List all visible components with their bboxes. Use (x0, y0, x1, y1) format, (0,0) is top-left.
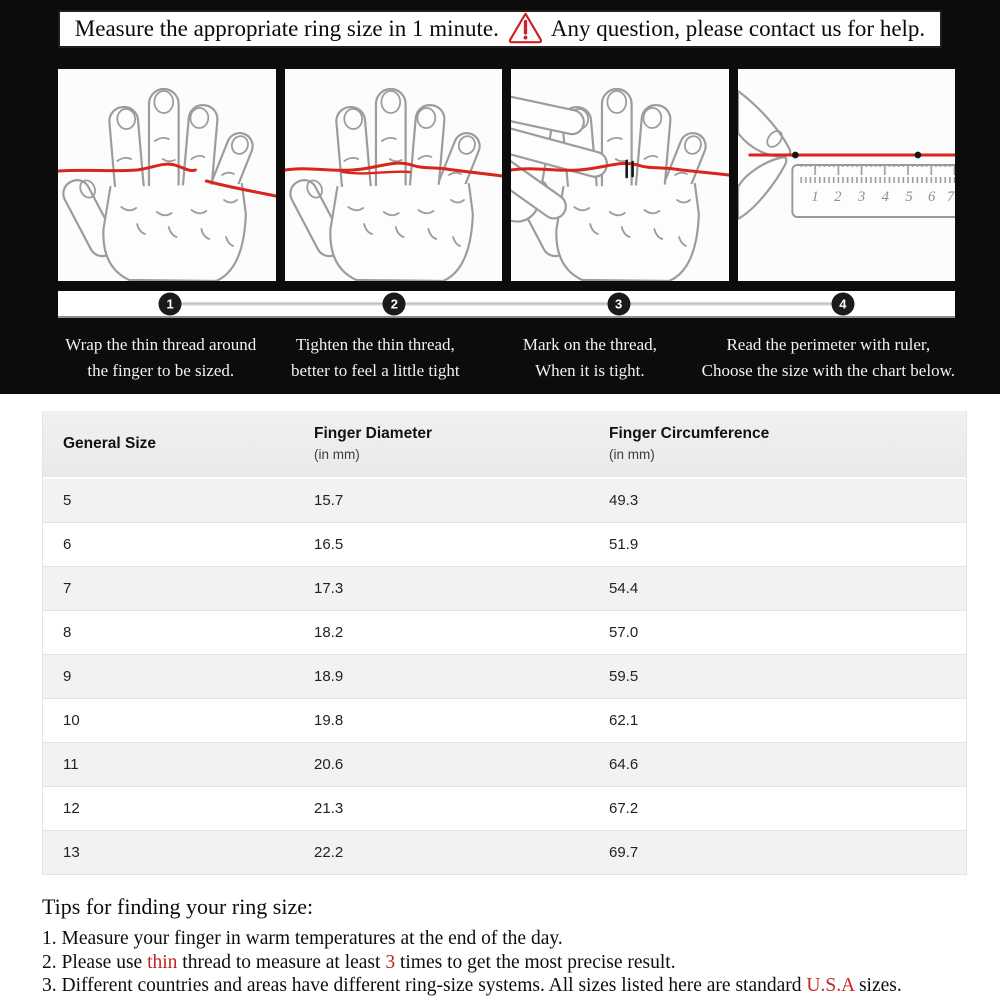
svg-text:3: 3 (857, 188, 865, 206)
svg-text:2: 2 (833, 188, 842, 206)
banner-text-right: Any question, please contact us for help. (550, 16, 926, 41)
tips-title: Tips for finding your ring size: (42, 894, 314, 919)
cell-size: 6 (63, 536, 72, 553)
table-body (43, 479, 966, 875)
svg-text:7: 7 (946, 188, 954, 206)
table-row (43, 523, 966, 567)
tips-section (0, 875, 1000, 998)
cell-diameter: 18.9 (314, 668, 344, 685)
svg-text:6: 6 (927, 188, 935, 206)
ruler-measure-icon (738, 69, 956, 281)
step1-illustration (58, 69, 276, 281)
cell-circumference: 64.6 (609, 756, 639, 773)
cell-size: 12 (63, 800, 80, 817)
cell-circumference: 69.7 (609, 844, 639, 861)
hand-mark-thread-icon (511, 69, 729, 281)
cell-diameter: 20.6 (314, 756, 344, 773)
cell-circumference: 51.9 (609, 536, 639, 553)
step-captions (58, 332, 955, 384)
step-progress-bar (58, 291, 955, 318)
step-number-3: 3 (607, 292, 630, 315)
cell-circumference: 49.3 (609, 492, 639, 509)
header-general-size: General Size (63, 435, 157, 452)
svg-text:5: 5 (904, 188, 913, 206)
tip-3: 3. Different countries and areas have different ring-size systems. All sizes listed here are standard U.S.A sizes. (42, 975, 902, 996)
table-row (43, 787, 966, 831)
table-row (43, 655, 966, 699)
header-circumference-unit: (in mm) (609, 447, 655, 462)
table-header (43, 411, 966, 477)
cell-size: 5 (63, 492, 72, 509)
cell-diameter: 16.5 (314, 536, 344, 553)
ring-size-table (42, 411, 967, 875)
table-row (43, 567, 966, 611)
step-caption-1: Wrap the thin thread around the finger to be sized. (65, 335, 257, 380)
banner-text-left: Measure the appropriate ring size in 1 minute. (74, 16, 499, 41)
tip-2: 2. Please use thin thread to measure at least 3 times to get the most precise result. (42, 951, 676, 973)
step-number-4: 4 (831, 292, 854, 315)
cell-circumference: 67.2 (609, 800, 639, 817)
step2-illustration (285, 69, 503, 281)
cell-size: 8 (63, 624, 72, 641)
step-caption-3: Mark on the thread, When it is tight. (522, 335, 657, 380)
svg-text:4: 4 (881, 188, 889, 206)
cell-diameter: 19.8 (314, 712, 344, 729)
table-row (43, 479, 966, 523)
cell-diameter: 17.3 (314, 580, 344, 597)
warning-icon (507, 11, 544, 44)
step-number-2: 2 (383, 292, 406, 315)
header-finger-diameter: Finger Diameter (314, 425, 433, 442)
cell-circumference: 57.0 (609, 624, 639, 641)
cell-circumference: 62.1 (609, 712, 639, 729)
cell-circumference: 59.5 (609, 668, 639, 685)
instruction-section (0, 0, 1000, 394)
cell-diameter: 22.2 (314, 844, 344, 861)
step-connector-line (170, 302, 843, 305)
cell-size: 9 (63, 668, 72, 685)
step-number-1: 1 (159, 292, 182, 315)
cell-size: 7 (63, 580, 72, 597)
cell-size: 11 (63, 756, 79, 773)
cell-size: 10 (63, 712, 80, 729)
cell-diameter: 15.7 (314, 492, 344, 509)
cell-circumference: 54.4 (609, 580, 639, 597)
top-banner (58, 10, 942, 48)
table-row (43, 831, 966, 875)
table-row (43, 743, 966, 787)
svg-text:1: 1 (810, 188, 819, 206)
tip-1: 1. Measure your finger in warm temperatures at the end of the day. (42, 928, 563, 949)
table-row (43, 611, 966, 655)
table-row (43, 699, 966, 743)
hand-tighten-thread-icon (285, 69, 503, 281)
step-illustrations (58, 69, 955, 281)
cell-size: 13 (63, 844, 80, 861)
step3-illustration (511, 69, 729, 281)
step-caption-4: Read the perimeter with ruler, Choose the size with the chart below. (701, 335, 955, 380)
step4-illustration (738, 69, 956, 281)
step-caption-2: Tighten the thin thread, better to feel a little tight (291, 335, 460, 380)
cell-diameter: 18.2 (314, 624, 344, 641)
hand-wrap-thread-icon (58, 69, 276, 281)
header-diameter-unit: (in mm) (314, 447, 360, 462)
header-finger-circumference: Finger Circumference (609, 425, 770, 442)
cell-diameter: 21.3 (314, 800, 344, 817)
